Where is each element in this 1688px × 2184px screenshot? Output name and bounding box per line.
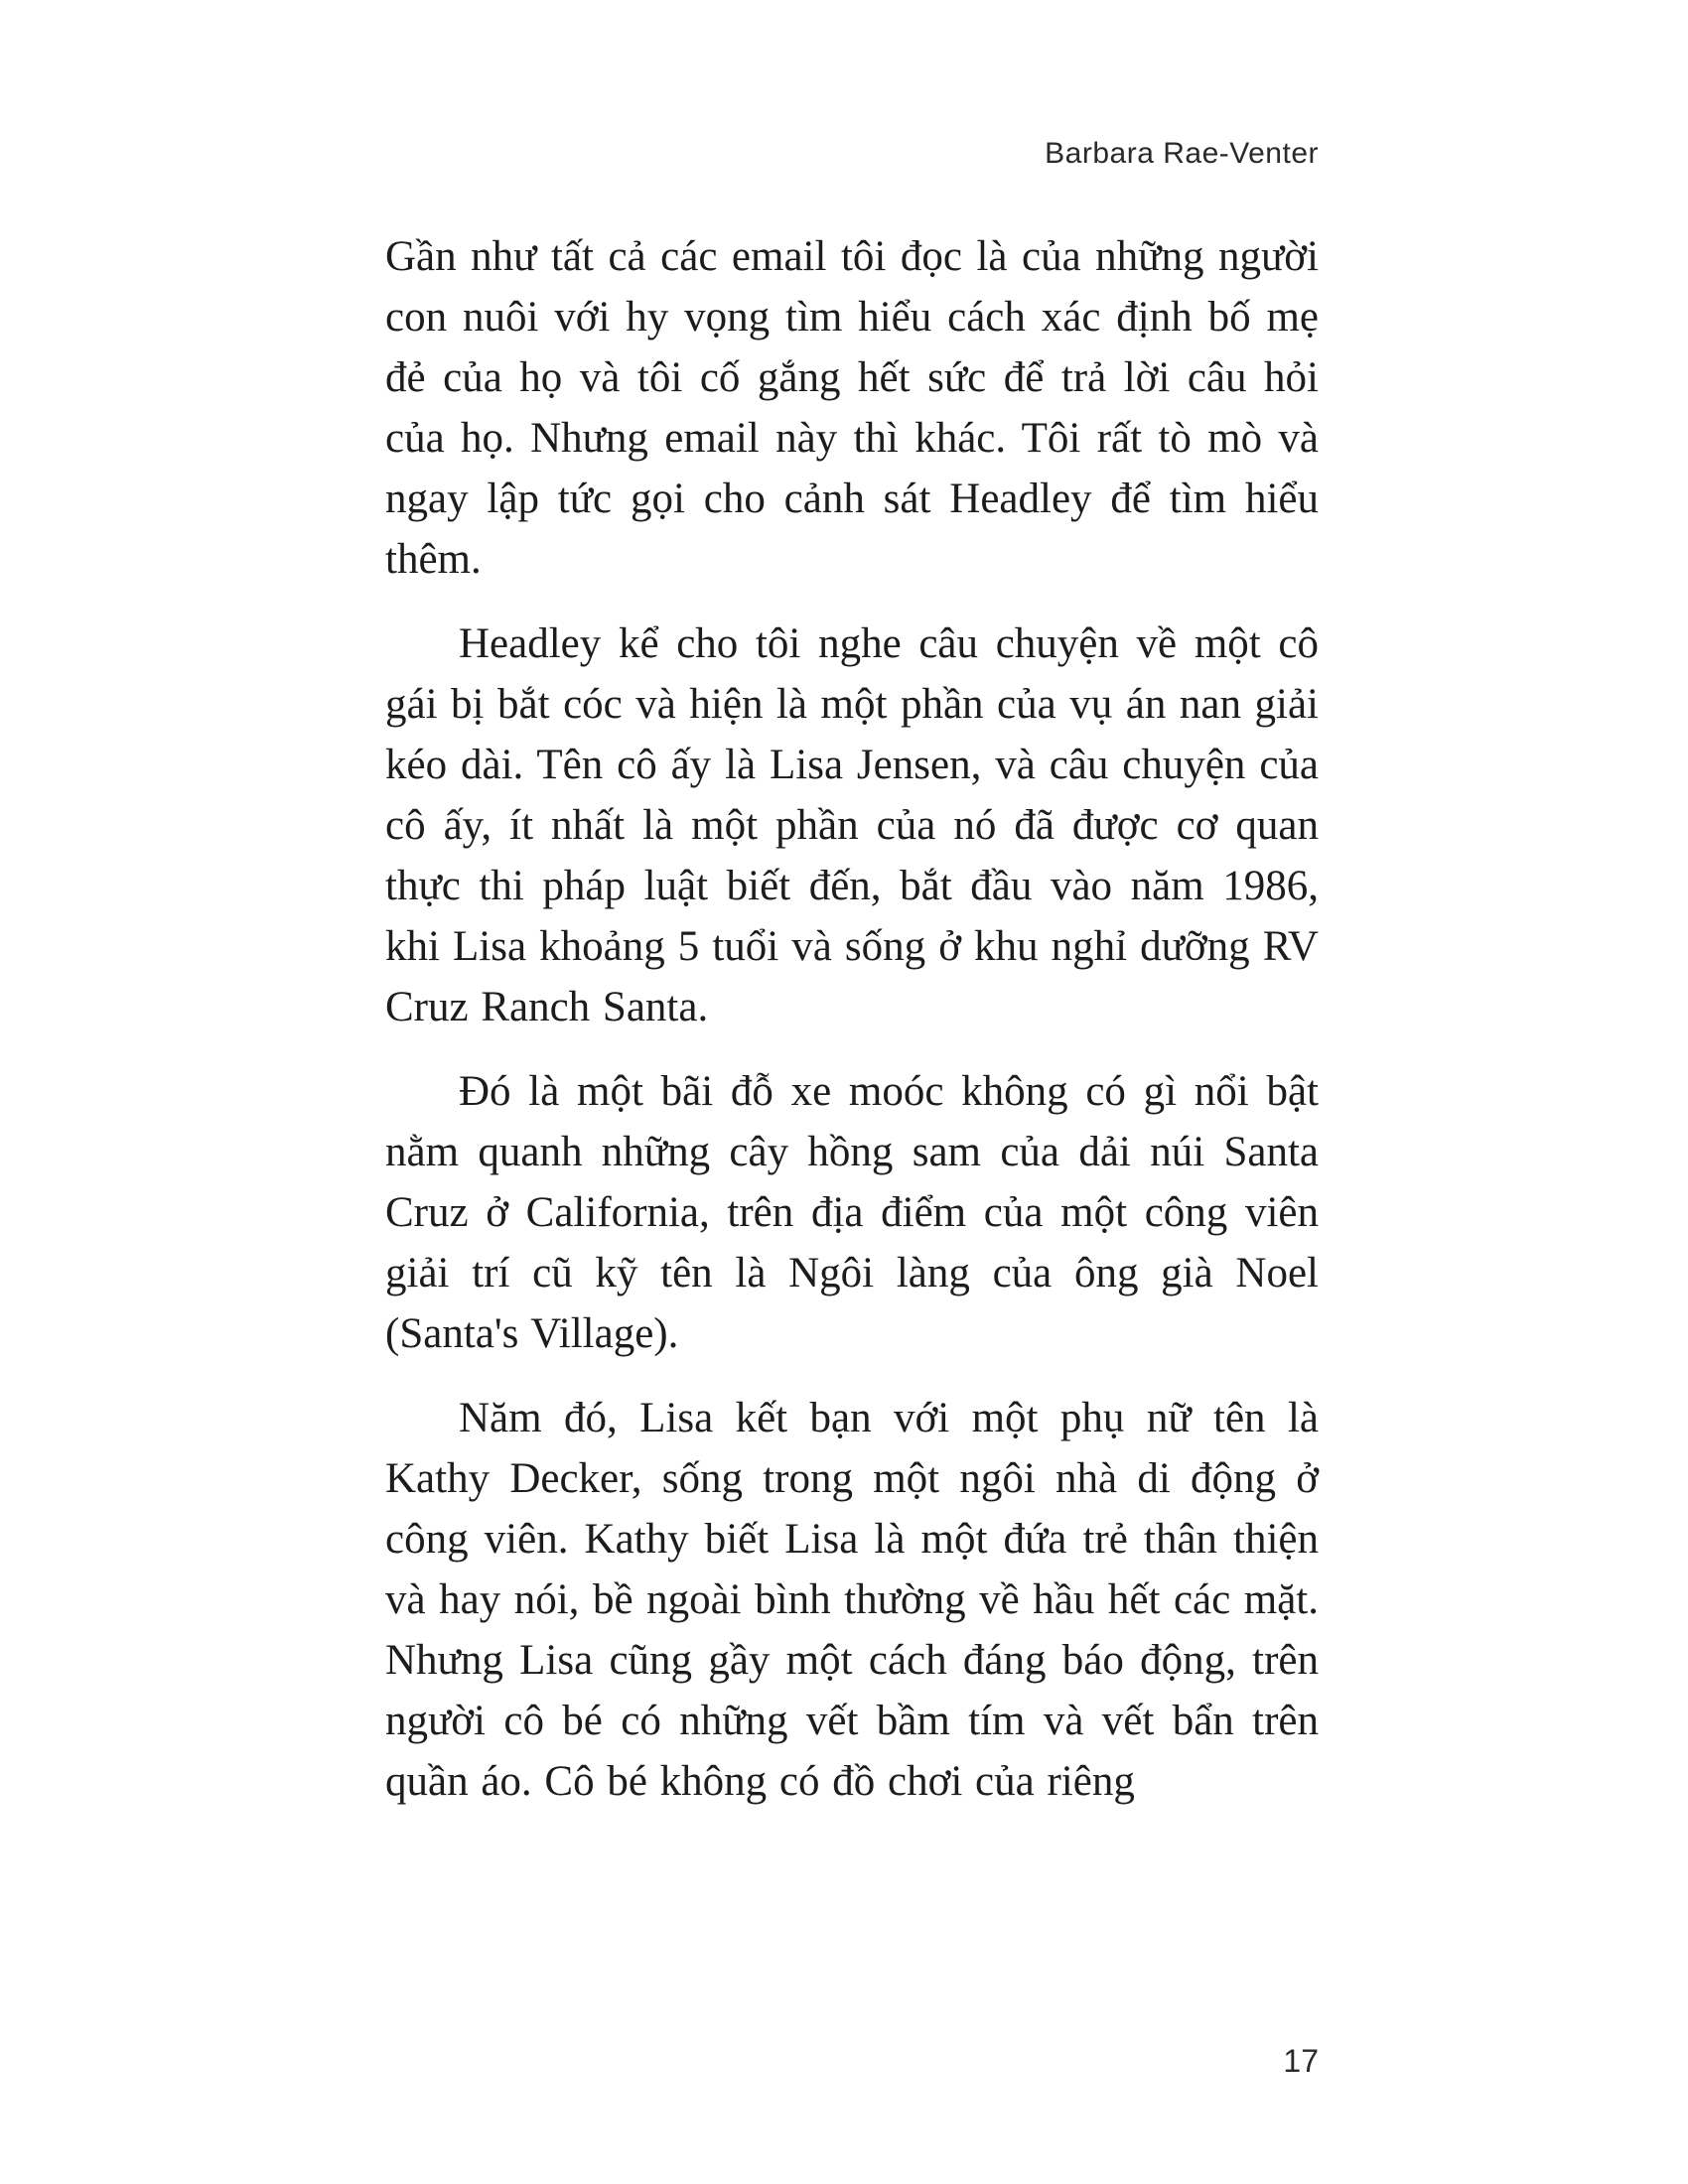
paragraph: Gần như tất cả các email tôi đọc là của những người con nuôi với hy vọng tìm hiểu cách xác định bố mẹ đẻ của họ và tôi cố gắng hết sức để trả lời câu hỏi của họ. Nhưng email này thì khác. Tôi rất tò mò và ngay lập tức gọi cho cảnh sát Headley để tìm hiểu thêm.: [385, 233, 1319, 583]
paragraph: Headley kể cho tôi nghe câu chuyện về một cô gái bị bắt cóc và hiện là một phần của vụ án nan giải kéo dài. Tên cô ấy là Lisa Jensen, và câu chuyện của cô ấy, ít nhất là một phần của nó đã được cơ quan thực thi pháp luật biết đến, bắt đầu vào năm 1986, khi Lisa khoảng 5 tuổi và sống ở khu nghỉ dưỡng RV Cruz Ranch Santa.: [385, 620, 1319, 1030]
page-content: [385, 226, 1319, 1836]
page-number: 17: [1283, 2043, 1319, 2079]
paragraph: Đó là một bãi đỗ xe moóc không có gì nổi bật nằm quanh những cây hồng sam của dải núi Santa Cruz ở California, trên địa điểm của một công viên giải trí cũ kỹ tên là Ngôi làng của ông già Noel (Santa's Village).: [385, 1068, 1319, 1357]
running-header: Barbara Rae-Venter: [1045, 137, 1319, 170]
paragraph: Năm đó, Lisa kết bạn với một phụ nữ tên là Kathy Decker, sống trong một ngôi nhà di động ở công viên. Kathy biết Lisa là một đứa trẻ thân thiện và hay nói, bề ngoài bình thường về hầu hết các mặt. Nhưng Lisa cũng gầy một cách đáng báo động, trên người cô bé có những vết bầm tím và vết bẩn trên quần áo. Cô bé không có đồ chơi của riêng: [385, 1395, 1319, 1805]
